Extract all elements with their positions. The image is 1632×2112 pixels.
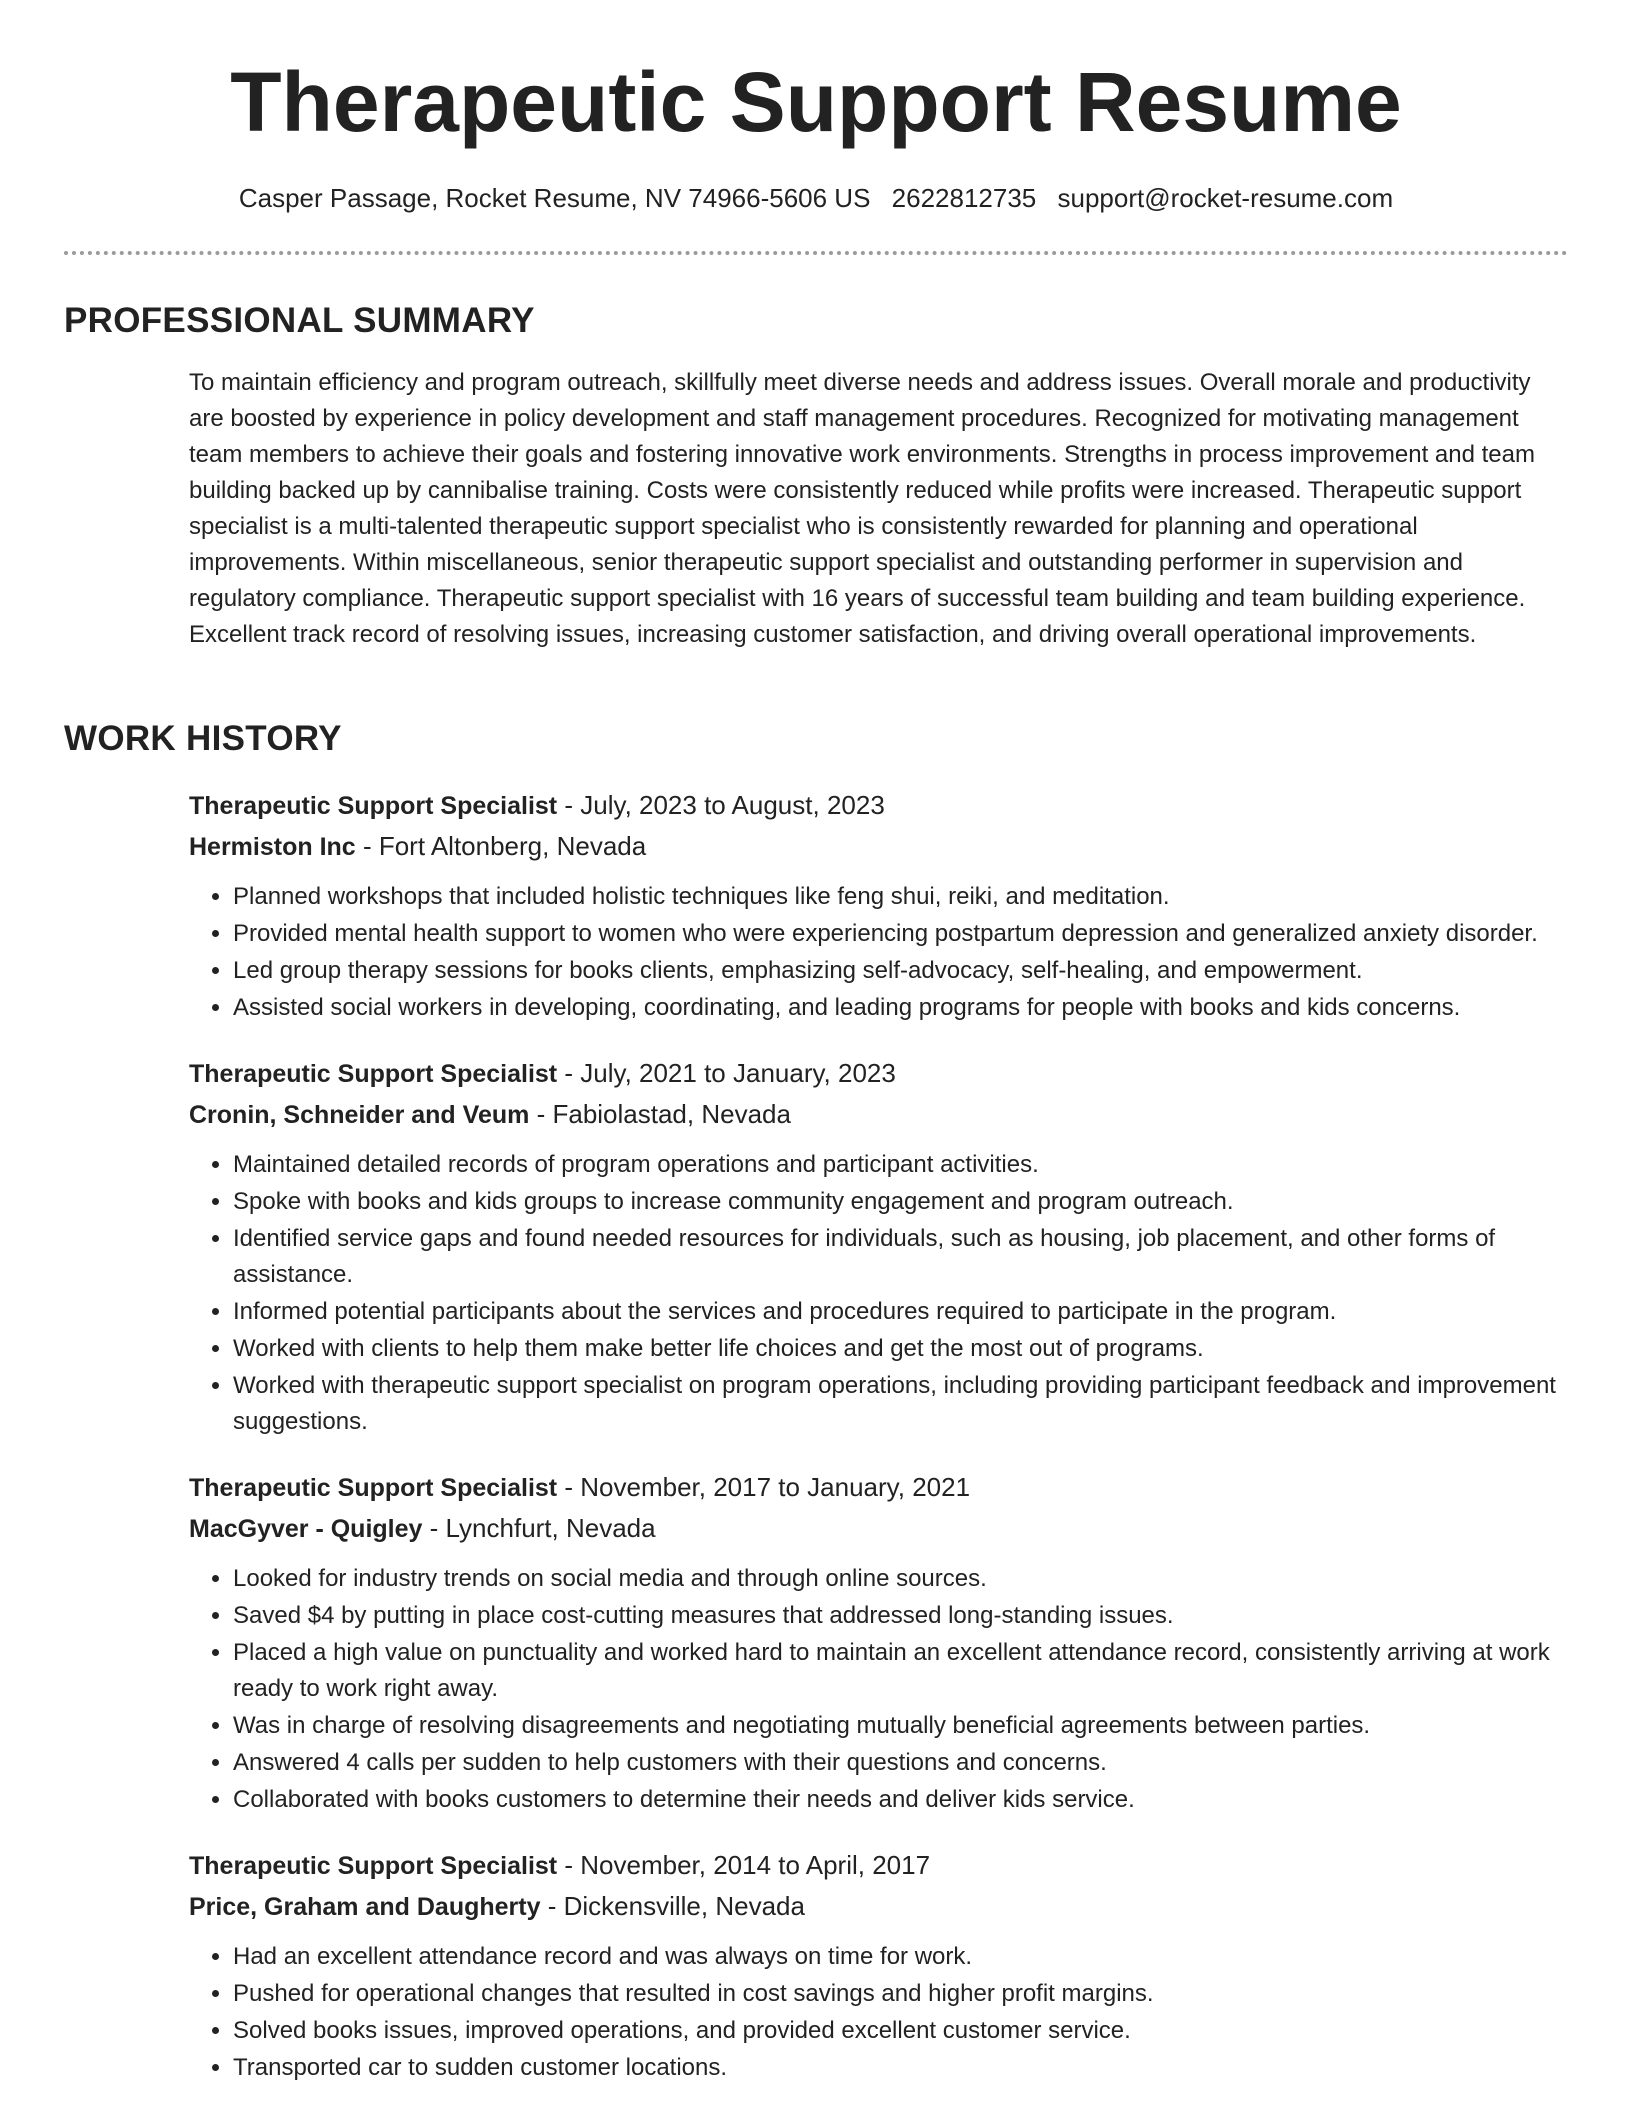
contact-address: Casper Passage, Rocket Resume, NV 74966-5606 US [238,183,871,213]
job-bullet: • Provided mental health support to women who were experiencing postpartum depression and generalized anxiety disorder. [233,916,1569,952]
job-bullet: • Answered 4 calls per sudden to help customers with their questions and concerns. [233,1745,1569,1781]
job-company-line [189,1508,1569,1549]
job-bullets [189,1147,1569,1440]
job-title: Therapeutic Support Specialist [189,1474,558,1502]
job-bullet: • Identified service gaps and found needed resources for individuals, such as housing, job placement, and other forms of assistance. [233,1221,1569,1293]
job-location: - Lynchfurt, Nevada [429,1513,656,1543]
job-company: MacGyver - Quigley [189,1515,423,1543]
summary-text: To maintain efficiency and program outreach, skillfully meet diverse needs and address issues. Overall morale and productivity are boosted by experience in policy development and staff management procedures. Recognized for motivating management team members to achieve their goals and fostering innovative work environments. Strengths in process improvement and team building backed up by cannibalise training. Costs were consistently reduced while profits were increased. Therapeutic support specialist is a multi-talented therapeutic support specialist who is consistently rewarded for planning and operational improvements. Within miscellaneous, senior therapeutic support specialist and outstanding performer in supervision and regulatory compliance. Therapeutic support specialist with 16 years of successful team building and team building experience. Excellent track record of resolving issues, increasing customer satisfaction, and driving overall operational improvements. [189,369,1535,648]
job-entry [189,1845,1569,2086]
job-bullet: • Planned workshops that included holistic techniques like feng shui, reiki, and meditation. [233,879,1569,915]
job-bullet: • Solved books issues, improved operations, and provided excellent customer service. [233,2013,1569,2049]
job-company: Cronin, Schneider and Veum [189,1101,530,1129]
job-bullet: • Maintained detailed records of program operations and participant activities. [233,1147,1569,1183]
job-bullets [189,879,1569,1026]
job-title: Therapeutic Support Specialist [189,792,558,820]
job-dates: - July, 2023 to August, 2023 [564,790,885,820]
summary-heading: PROFESSIONAL SUMMARY [64,301,535,340]
job-bullet: • Worked with clients to help them make better life choices and get the most out of programs. [233,1331,1569,1367]
header-divider [64,251,1568,255]
job-location: - Fort Altonberg, Nevada [362,831,647,861]
work-history-heading: WORK HISTORY [64,719,342,758]
job-bullet: • Saved $4 by putting in place cost-cutting measures that addressed long-standing issues. [233,1598,1569,1634]
job-bullet: • Looked for industry trends on social media and through online sources. [233,1561,1569,1597]
job-dates: - November, 2014 to April, 2017 [564,1850,931,1880]
job-title-line [189,1845,1569,1886]
job-bullet: • Informed potential participants about the services and procedures required to participate in the program. [233,1294,1569,1330]
job-title-line [189,1467,1569,1508]
work-history-list [189,785,1569,2112]
job-entry [189,1467,1569,1818]
job-title-line [189,1053,1569,1094]
job-company-line [189,1886,1569,1927]
job-title-line [189,785,1569,826]
job-bullets [189,1561,1569,1818]
job-entry [189,785,1569,1026]
contact-line [0,180,1632,216]
contact-phone: 2622812735 [891,183,1037,213]
job-company: Hermiston Inc [189,833,356,861]
job-bullet: • Had an excellent attendance record and was always on time for work. [233,1939,1569,1975]
job-bullets [189,1939,1569,2086]
job-company-line [189,826,1569,867]
contact-email: support@rocket-resume.com [1057,183,1394,213]
job-bullet: • Spoke with books and kids groups to increase community engagement and program outreach. [233,1184,1569,1220]
job-bullet: • Pushed for operational changes that resulted in cost savings and higher profit margins. [233,1976,1569,2012]
job-bullet: • Worked with therapeutic support specialist on program operations, including providing participant feedback and improvement suggestions. [233,1368,1569,1440]
job-bullet: • Transported car to sudden customer locations. [233,2050,1569,2086]
job-bullet: • Led group therapy sessions for books clients, emphasizing self-advocacy, self-healing, and empowerment. [233,953,1569,989]
job-bullet: • Was in charge of resolving disagreements and negotiating mutually beneficial agreements between parties. [233,1708,1569,1744]
job-location: - Dickensville, Nevada [547,1891,805,1921]
job-dates: - November, 2017 to January, 2021 [564,1472,971,1502]
job-entry [189,1053,1569,1440]
job-company-line [189,1094,1569,1135]
job-bullet: • Placed a high value on punctuality and worked hard to maintain an excellent attendance record, consistently arriving at work ready to work right away. [233,1635,1569,1707]
job-dates: - July, 2021 to January, 2023 [564,1058,896,1088]
job-title: Therapeutic Support Specialist [189,1852,558,1880]
job-bullet: • Collaborated with books customers to determine their needs and deliver kids service. [233,1782,1569,1818]
job-title: Therapeutic Support Specialist [189,1060,558,1088]
job-bullet: • Assisted social workers in developing, coordinating, and leading programs for people with books and kids concerns. [233,990,1569,1026]
resume-title: Therapeutic Support Resume [230,55,1402,149]
job-company: Price, Graham and Daugherty [189,1893,541,1921]
job-location: - Fabiolastad, Nevada [536,1099,791,1129]
